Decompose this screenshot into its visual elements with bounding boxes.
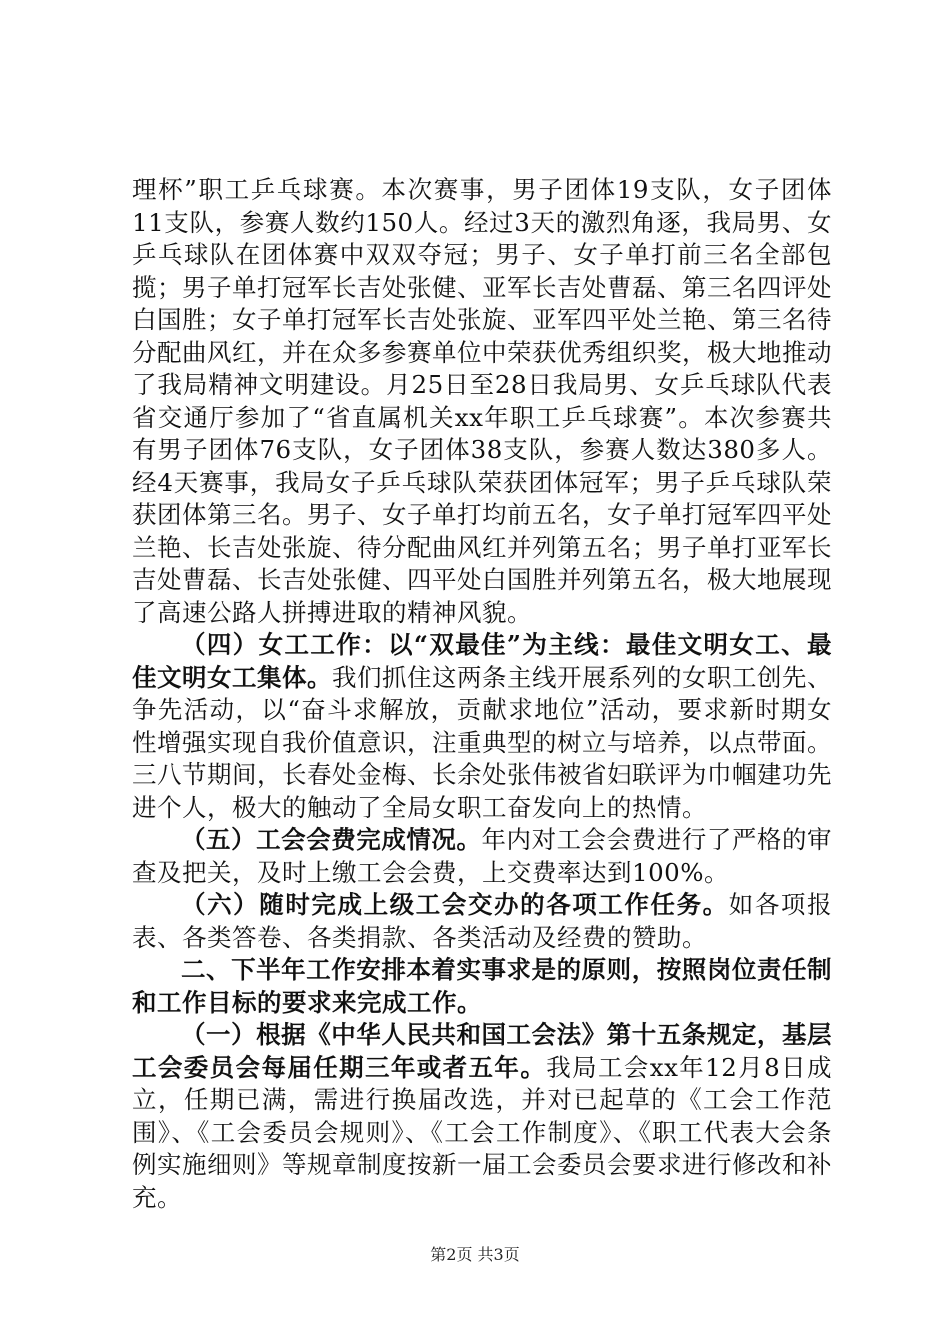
- paragraph-heading: （六）随时完成上级工会交办的各项工作任务。: [181, 890, 729, 919]
- paragraph-heading: （五）工会会费完成情况。: [181, 825, 482, 854]
- paragraph-assigned-tasks: [132, 889, 832, 954]
- paragraph-text: 年内对工会会费进行了严格的审查及把关，及时上缴工会会费，上交费率达到100%。: [132, 825, 833, 887]
- paragraph-heading: （一）根据《中华人民共和国工会法》第十五条规定，基层工会委员会每届任期三年或者五年。: [132, 1020, 832, 1082]
- paragraph-text: 如各项报表、各类答卷、各类捐款、各类活动及经费的赞助。: [132, 890, 832, 952]
- paragraph-union-law: [132, 1019, 832, 1214]
- paragraph-heading: 二、下半年工作安排本着实事求是的原则，按照岗位责任制和工作目标的要求来完成工作。: [132, 955, 832, 1017]
- paragraph-text: 我们抓住这两条主线开展系列的女职工创先、争先活动，以“奋斗求解放，贡献求地位”活动，要求新时期女性增强实现自我价值意识，注重典型的树立与培养，以点带面。三八节期间，长春处金梅、长余处张伟被省妇联评为巾帼建功先进个人，极大的触动了全局女职工奋发向上的热情。: [132, 662, 832, 822]
- paragraph-sports-results: [132, 174, 832, 629]
- document-body: [132, 174, 832, 1214]
- section-heading-second-half-plan: [132, 954, 832, 1019]
- paragraph-text: 理杯”职工乒乓球赛。本次赛事，男子团体19支队，女子团体11支队，参赛人数约150人。经过3天的激烈角逐，我局男、女乒乓球队在团体赛中双双夺冠；男子、女子单打前三名全部包揽；男子单打冠军长吉处张健、亚军长吉处曹磊、第三名四评处白国胜；女子单打冠军长吉处张旋、亚军四平处兰艳、第三名待分配曲风红，并在众多参赛单位中荣获优秀组织奖，极大地推动了我局精神文明建设。月25日至28日我局男、女乒乓球队代表省交通厅参加了“省直属机关xx年职工乒乓球赛”。本次参赛共有男子团体76支队，女子团体38支队，参赛人数达380多人。经4天赛事，我局女子乒乓球队荣获团体冠军；男子乒乓球队荣获团体第三名。男子、女子单打均前五名，女子单打冠军四平处兰艳、长吉处张旋、待分配曲风红并列第五名；男子单打亚军长吉处曹磊、长吉处张健、四平处白国胜并列第五名，极大地展现了高速公路人拼搏进取的精神风貌。: [132, 175, 832, 627]
- paragraph-women-work: [132, 629, 832, 824]
- page-number-footer: 第2页 共3页: [430, 1245, 520, 1264]
- paragraph-heading: （四）女工工作：以“双最佳”为主线：最佳文明女工、最佳文明女工集体。: [132, 630, 832, 692]
- paragraph-union-fees: [132, 824, 832, 889]
- paragraph-text: 我局工会xx年12月8日成立，任期已满，需进行换届改选，并对已起草的《工会工作范围》、《工会委员会规则》、《工会工作制度》、《职工代表大会条例实施细则》等规章制度按新一届工会委员会要求进行修改和补充。: [132, 1052, 832, 1212]
